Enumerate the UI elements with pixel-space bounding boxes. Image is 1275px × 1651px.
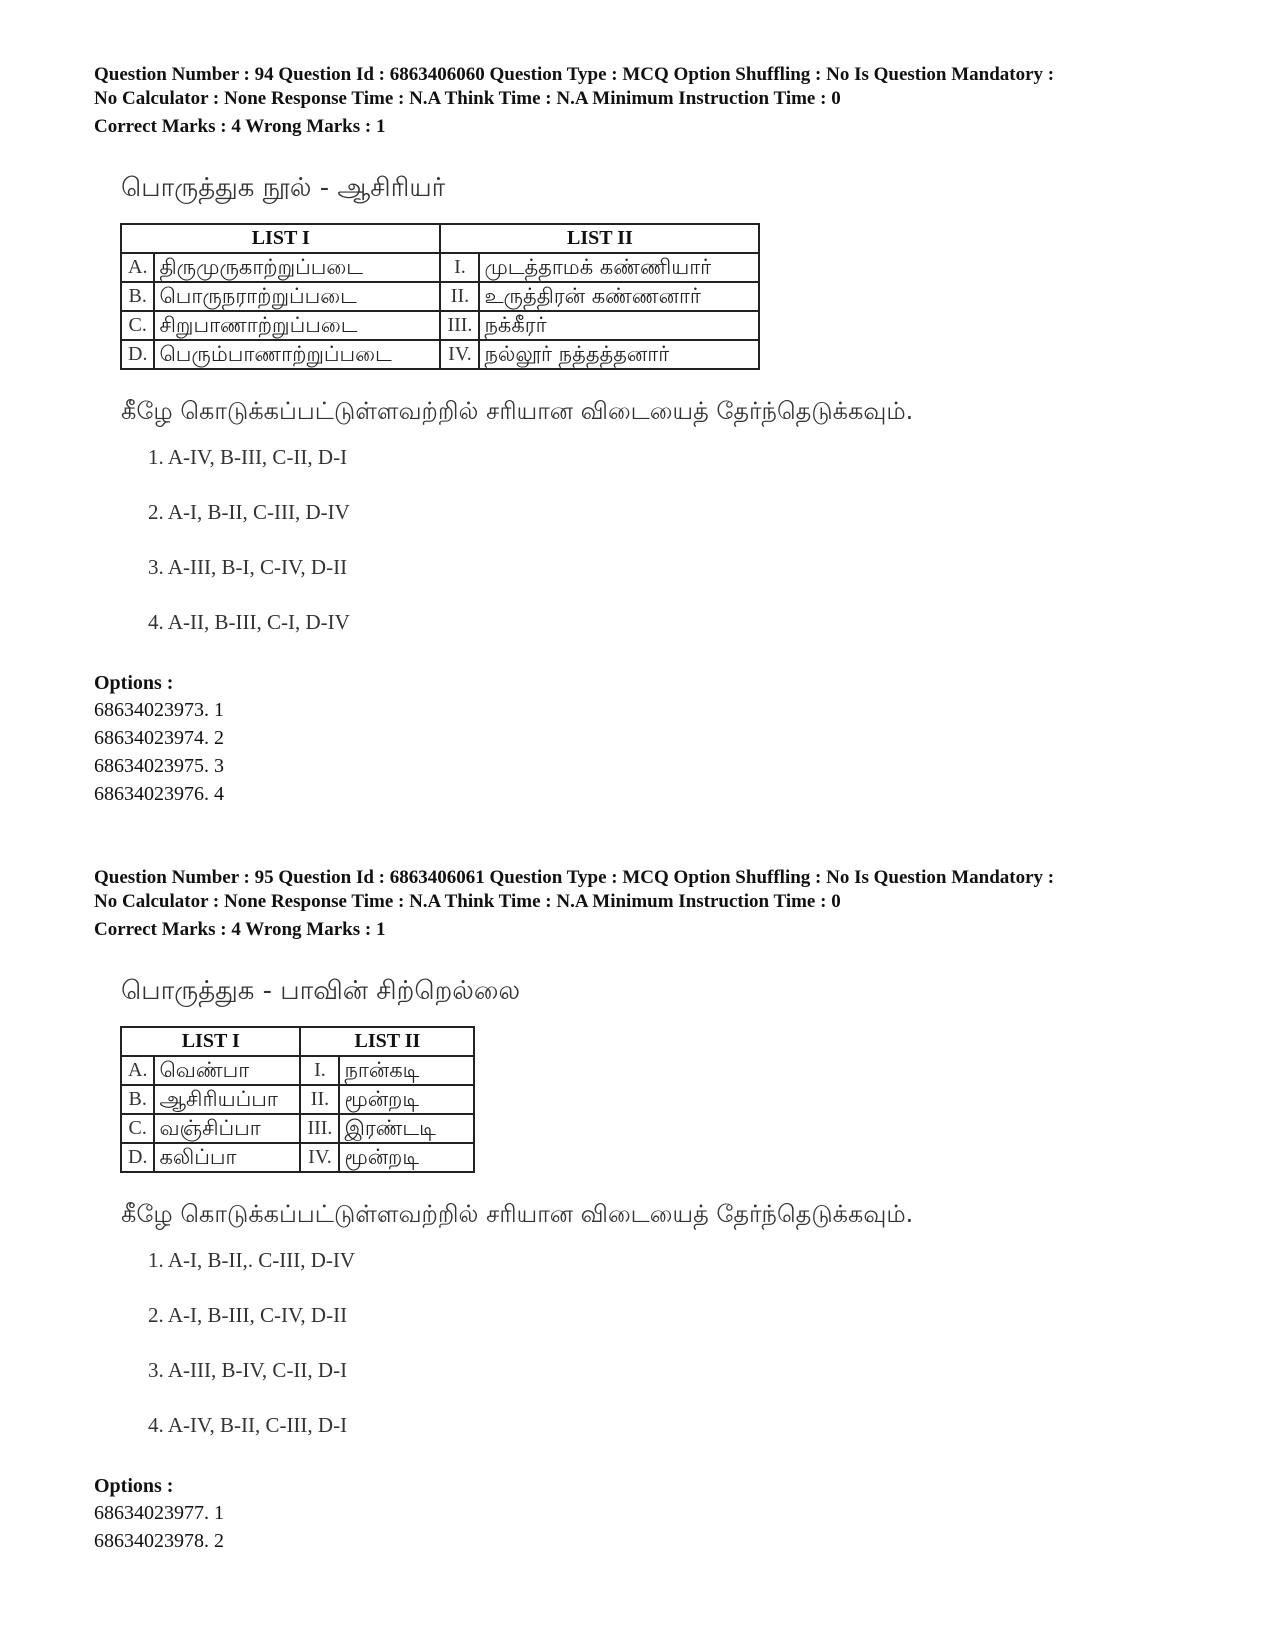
row-label: III. — [440, 311, 479, 340]
list1-item: பெரும்பாணாற்றுப்படை — [154, 340, 440, 369]
row-label: D. — [121, 1143, 154, 1172]
table-row — [121, 1143, 474, 1172]
table-row — [121, 311, 759, 340]
choice-list — [148, 442, 1214, 662]
row-label: III. — [300, 1114, 339, 1143]
match-table — [120, 223, 760, 370]
row-label: A. — [121, 253, 154, 282]
list1-item: சிறுபாணாற்றுப்படை — [154, 311, 440, 340]
choice-list — [148, 1245, 1214, 1465]
question-meta-line1: Question Number : 94 Question Id : 6863406060 Question Type : MCQ Option Shuffling : No Is Question Mandatory : — [94, 64, 1055, 85]
options-label: Options : — [94, 672, 174, 694]
question-instruction: கீழே கொடுக்கப்பட்டுள்ளவற்றில் சரியான விடையைத் தேர்ந்தெடுக்கவும். — [121, 397, 914, 425]
choice-item: 1. A-I, B-II,. C-III, D-IV — [148, 1248, 356, 1272]
row-label: C. — [121, 311, 154, 340]
question-marks: Correct Marks : 4 Wrong Marks : 1 — [94, 116, 386, 137]
list1-item: பொருநராற்றுப்படை — [154, 282, 440, 311]
choice-item: 2. A-I, B-II, C-III, D-IV — [148, 500, 350, 524]
list2-item: நல்லூர் நத்தத்தனார் — [479, 340, 759, 369]
table-row — [121, 282, 759, 311]
table-row — [121, 1056, 474, 1085]
list2-item: மூன்றடி — [339, 1085, 474, 1114]
row-label: C. — [121, 1114, 154, 1143]
question-title: பொருத்துக நூல் - ஆசிரியர் — [121, 173, 446, 203]
list1-header: LIST I — [121, 224, 440, 253]
row-label: A. — [121, 1056, 154, 1085]
choice-item: 4. A-IV, B-II, C-III, D-I — [148, 1413, 348, 1437]
choice-item: 1. A-IV, B-III, C-II, D-I — [148, 445, 348, 469]
choice-item: 3. A-III, B-IV, C-II, D-I — [148, 1358, 348, 1382]
list2-item: நான்கடி — [339, 1056, 474, 1085]
list1-header: LIST I — [121, 1027, 300, 1056]
option-id: 68634023978. 2 — [94, 1530, 224, 1552]
question-block-95 — [94, 866, 1214, 1555]
list1-item: வெண்பா — [154, 1056, 300, 1085]
match-table — [120, 1026, 475, 1173]
row-label: IV. — [440, 340, 479, 369]
question-title: பொருத்துக - பாவின் சிற்றெல்லை — [121, 976, 521, 1006]
choice-item: 2. A-I, B-III, C-IV, D-II — [148, 1303, 348, 1327]
row-label: II. — [300, 1085, 339, 1114]
table-row — [121, 1085, 474, 1114]
question-instruction: கீழே கொடுக்கப்பட்டுள்ளவற்றில் சரியான விடையைத் தேர்ந்தெடுக்கவும். — [121, 1200, 914, 1228]
row-label: D. — [121, 340, 154, 369]
row-label: I. — [300, 1056, 339, 1085]
row-label: I. — [440, 253, 479, 282]
choice-item: 4. A-II, B-III, C-I, D-IV — [148, 610, 350, 634]
list1-item: ஆசிரியப்பா — [154, 1085, 300, 1114]
choice-item: 3. A-III, B-I, C-IV, D-II — [148, 555, 348, 579]
table-row — [121, 253, 759, 282]
row-label: IV. — [300, 1143, 339, 1172]
list2-item: முடத்தாமக் கண்ணியார் — [479, 253, 759, 282]
option-id: 68634023974. 2 — [94, 727, 224, 749]
options-label: Options : — [94, 1475, 174, 1497]
list2-item: நக்கீரர் — [479, 311, 759, 340]
question-meta-line2: No Calculator : None Response Time : N.A Think Time : N.A Minimum Instruction Time : 0 — [94, 88, 841, 109]
table-row — [121, 340, 759, 369]
table-row — [121, 1114, 474, 1143]
option-id: 68634023977. 1 — [94, 1502, 224, 1524]
option-id: 68634023973. 1 — [94, 699, 224, 721]
list2-item: மூன்றடி — [339, 1143, 474, 1172]
row-label: B. — [121, 282, 154, 311]
row-label: B. — [121, 1085, 154, 1114]
list1-item: வஞ்சிப்பா — [154, 1114, 300, 1143]
list2-header: LIST II — [440, 224, 759, 253]
row-label: II. — [440, 282, 479, 311]
question-block-94 — [94, 63, 1214, 808]
list1-item: திருமுருகாற்றுப்படை — [154, 253, 440, 282]
question-meta-line1: Question Number : 95 Question Id : 6863406061 Question Type : MCQ Option Shuffling : No Is Question Mandatory : — [94, 867, 1055, 888]
question-marks: Correct Marks : 4 Wrong Marks : 1 — [94, 919, 386, 940]
list1-item: கலிப்பா — [154, 1143, 300, 1172]
list2-item: உருத்திரன் கண்ணனார் — [479, 282, 759, 311]
question-meta-line2: No Calculator : None Response Time : N.A Think Time : N.A Minimum Instruction Time : 0 — [94, 891, 841, 912]
list2-header: LIST II — [300, 1027, 474, 1056]
option-id: 68634023975. 3 — [94, 755, 224, 777]
option-id: 68634023976. 4 — [94, 783, 224, 805]
list2-item: இரண்டடி — [339, 1114, 474, 1143]
